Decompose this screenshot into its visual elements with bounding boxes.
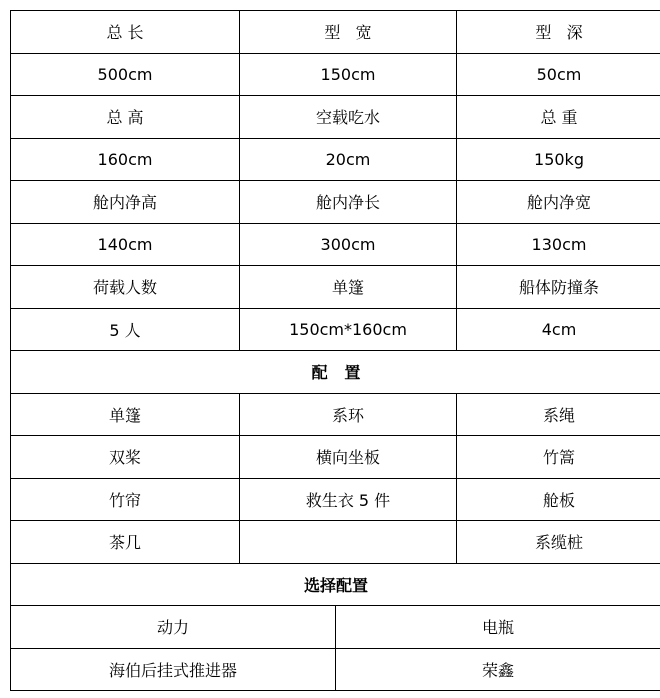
optional-row [11, 606, 660, 649]
spec-row-value [11, 308, 660, 351]
spec-row-value [11, 138, 660, 181]
spec-label-beam: 型 宽 [240, 11, 457, 54]
spec-value-light-draft: 20cm [240, 138, 457, 181]
optional-header-row [11, 563, 660, 606]
config-item: 系环 [240, 393, 457, 436]
spec-row-label [11, 96, 660, 139]
boat-spec-document [10, 10, 658, 691]
config-item: 横向坐板 [240, 436, 457, 479]
config-item: 系绳 [457, 393, 660, 436]
spec-row-label [11, 11, 660, 54]
config-row [11, 521, 660, 564]
spec-row-value [11, 53, 660, 96]
spec-label-total-length: 总 长 [11, 11, 240, 54]
spec-row-label [11, 181, 660, 224]
spec-label-cabin-length: 舱内净长 [240, 181, 457, 224]
spec-label-cabin-width: 舱内净宽 [457, 181, 660, 224]
optional-section-title: 选择配置 [11, 563, 660, 606]
spec-label-total-weight: 总 重 [457, 96, 660, 139]
optional-table [10, 605, 660, 691]
spec-value-total-weight: 150kg [457, 138, 660, 181]
config-item: 舱板 [457, 478, 660, 521]
spec-value-total-height: 160cm [11, 138, 240, 181]
config-header-row [11, 351, 660, 394]
config-item: 单篷 [11, 393, 240, 436]
optional-row [11, 648, 660, 691]
optional-item: 荣鑫 [336, 648, 660, 691]
config-section-title: 配 置 [11, 351, 660, 394]
spec-row-label [11, 266, 660, 309]
config-item: 双桨 [11, 436, 240, 479]
spec-value-beam: 150cm [240, 53, 457, 96]
config-row [11, 478, 660, 521]
spec-label-capacity: 荷载人数 [11, 266, 240, 309]
spec-value-fender-strip: 4cm [457, 308, 660, 351]
spec-value-canopy: 150cm*160cm [240, 308, 457, 351]
spec-label-total-height: 总 高 [11, 96, 240, 139]
spec-value-capacity: 5 人 [11, 308, 240, 351]
spec-label-light-draft: 空载吃水 [240, 96, 457, 139]
optional-item: 海伯后挂式推进器 [11, 648, 336, 691]
spec-row-value [11, 223, 660, 266]
config-item: 系缆桩 [457, 521, 660, 564]
config-item: 竹帘 [11, 478, 240, 521]
spec-label-cabin-height: 舱内净高 [11, 181, 240, 224]
config-row [11, 436, 660, 479]
config-item: 茶几 [11, 521, 240, 564]
config-item: 救生衣 5 件 [240, 478, 457, 521]
spec-label-depth: 型 深 [457, 11, 660, 54]
spec-value-cabin-width: 130cm [457, 223, 660, 266]
config-row [11, 393, 660, 436]
spec-value-cabin-height: 140cm [11, 223, 240, 266]
spec-value-depth: 50cm [457, 53, 660, 96]
optional-item: 动力 [11, 606, 336, 649]
spec-label-canopy: 单篷 [240, 266, 457, 309]
spec-value-total-length: 500cm [11, 53, 240, 96]
spec-table [10, 10, 660, 606]
spec-value-cabin-length: 300cm [240, 223, 457, 266]
optional-item: 电瓶 [336, 606, 660, 649]
config-item: 竹篙 [457, 436, 660, 479]
config-item-empty [240, 521, 457, 564]
spec-label-fender-strip: 船体防撞条 [457, 266, 660, 309]
